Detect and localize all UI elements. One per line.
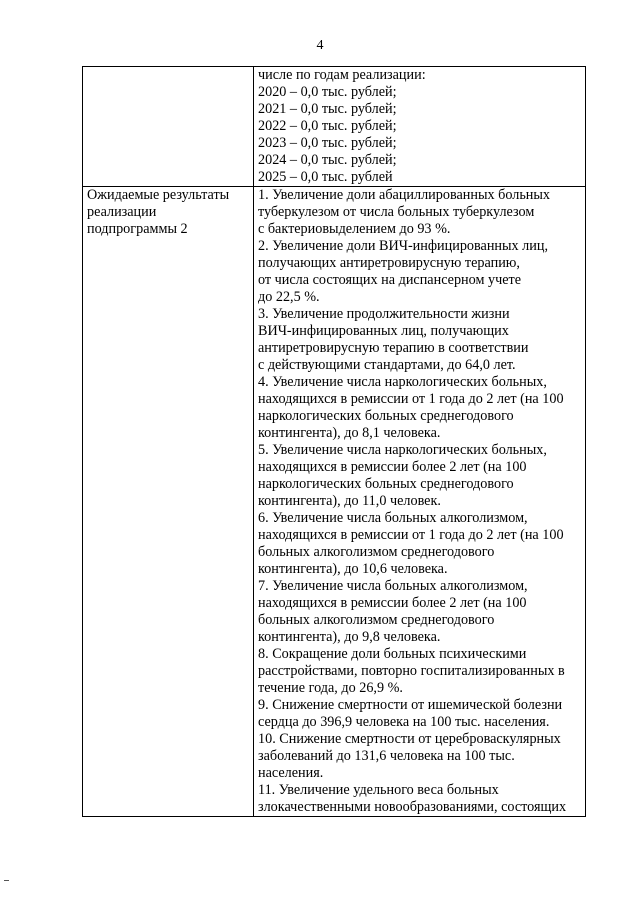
row-value-line: 7. Увеличение числа больных алкоголизмом, <box>258 578 528 594</box>
row-value-line: 2022 – 0,0 тыс. рублей; <box>258 118 397 134</box>
row-value-line: контингента), до 9,8 человека. <box>258 629 441 645</box>
row-value-line: находящихся в ремиссии от 1 года до 2 лет (на 100 <box>258 391 564 407</box>
row-value-line: находящихся в ремиссии от 1 года до 2 лет (на 100 <box>258 527 564 543</box>
table-row <box>83 67 586 187</box>
row-value-line: 2020 – 0,0 тыс. рублей; <box>258 84 397 100</box>
table-body <box>83 67 586 817</box>
row-value-line: туберкулезом от числа больных туберкулезом <box>258 204 535 220</box>
row-value-line: ВИЧ-инфицированных лиц, получающих <box>258 323 509 339</box>
row-value-line: 2021 – 0,0 тыс. рублей; <box>258 101 397 117</box>
row-value-line: 9. Снижение смертности от ишемической болезни <box>258 697 563 713</box>
page-number: 4 <box>316 38 324 53</box>
row-value-line: 10. Снижение смертности от цереброваскулярных <box>258 731 561 747</box>
row-value-line: контингента), до 10,6 человека. <box>258 561 448 577</box>
row-value-line: числе по годам реализации: <box>258 67 426 83</box>
row-value-line: расстройствами, повторно госпитализированных в <box>258 663 565 679</box>
row-value-line: с действующими стандартами, до 64,0 лет. <box>258 357 516 373</box>
row-value-line: антиретровирусную терапию в соответствии <box>258 340 529 356</box>
row-value-line: сердца до 396,9 человека на 100 тыс. населения. <box>258 714 550 730</box>
row-label-line: подпрограммы 2 <box>87 221 188 237</box>
row-value-line: течение года, до 26,9 %. <box>258 680 403 696</box>
scan-edge-mark <box>4 880 9 881</box>
row-value-line: больных алкоголизмом среднегодового <box>258 544 495 560</box>
row-value-line: от числа состоящих на диспансерном учете <box>258 272 522 288</box>
row-value-line: контингента), до 11,0 человек. <box>258 493 441 509</box>
row-value-line: заболеваний до 131,6 человека на 100 тыс. <box>258 748 515 764</box>
row-value-line: 5. Увеличение числа наркологических больных, <box>258 442 547 458</box>
row-value-line: находящихся в ремиссии более 2 лет (на 100 <box>258 459 527 475</box>
table-row <box>83 187 586 817</box>
row-value-line: контингента), до 8,1 человека. <box>258 425 441 441</box>
row-value-line: 11. Увеличение удельного веса больных <box>258 782 499 798</box>
row-value-line: 8. Сокращение доли больных психическими <box>258 646 527 662</box>
row-value-cell <box>254 67 586 187</box>
row-value-cell <box>254 187 586 817</box>
row-value-line: злокачественными новообразованиями, состоящих <box>258 799 567 815</box>
row-value-line: больных алкоголизмом среднегодового <box>258 612 495 628</box>
row-value-line: наркологических больных среднегодового <box>258 476 514 492</box>
row-value-line: 2. Увеличение доли ВИЧ-инфицированных лиц, <box>258 238 548 254</box>
row-value-line: 4. Увеличение числа наркологических больных, <box>258 374 547 390</box>
subprogram-passport-table <box>82 66 586 817</box>
row-value-line: получающих антиретровирусную терапию, <box>258 255 520 271</box>
row-value-line: находящихся в ремиссии более 2 лет (на 100 <box>258 595 527 611</box>
row-label-cell <box>83 67 254 187</box>
row-label-line: Ожидаемые результаты <box>87 187 230 203</box>
row-value-line: населения. <box>258 765 324 781</box>
row-value-line: 2023 – 0,0 тыс. рублей; <box>258 135 397 151</box>
row-value-line: 2025 – 0,0 тыс. рублей <box>258 169 393 185</box>
row-label-cell <box>83 187 254 817</box>
row-value-line: до 22,5 %. <box>258 289 320 305</box>
row-value-line: 6. Увеличение числа больных алкоголизмом, <box>258 510 528 526</box>
row-label-line: реализации <box>87 204 157 220</box>
row-value-line: наркологических больных среднегодового <box>258 408 514 424</box>
row-value-line: 3. Увеличение продолжительности жизни <box>258 306 510 322</box>
row-value-line: с бактериовыделением до 93 %. <box>258 221 451 237</box>
row-value-line: 2024 – 0,0 тыс. рублей; <box>258 152 397 168</box>
row-value-line: 1. Увеличение доли абациллированных больных <box>258 187 551 203</box>
